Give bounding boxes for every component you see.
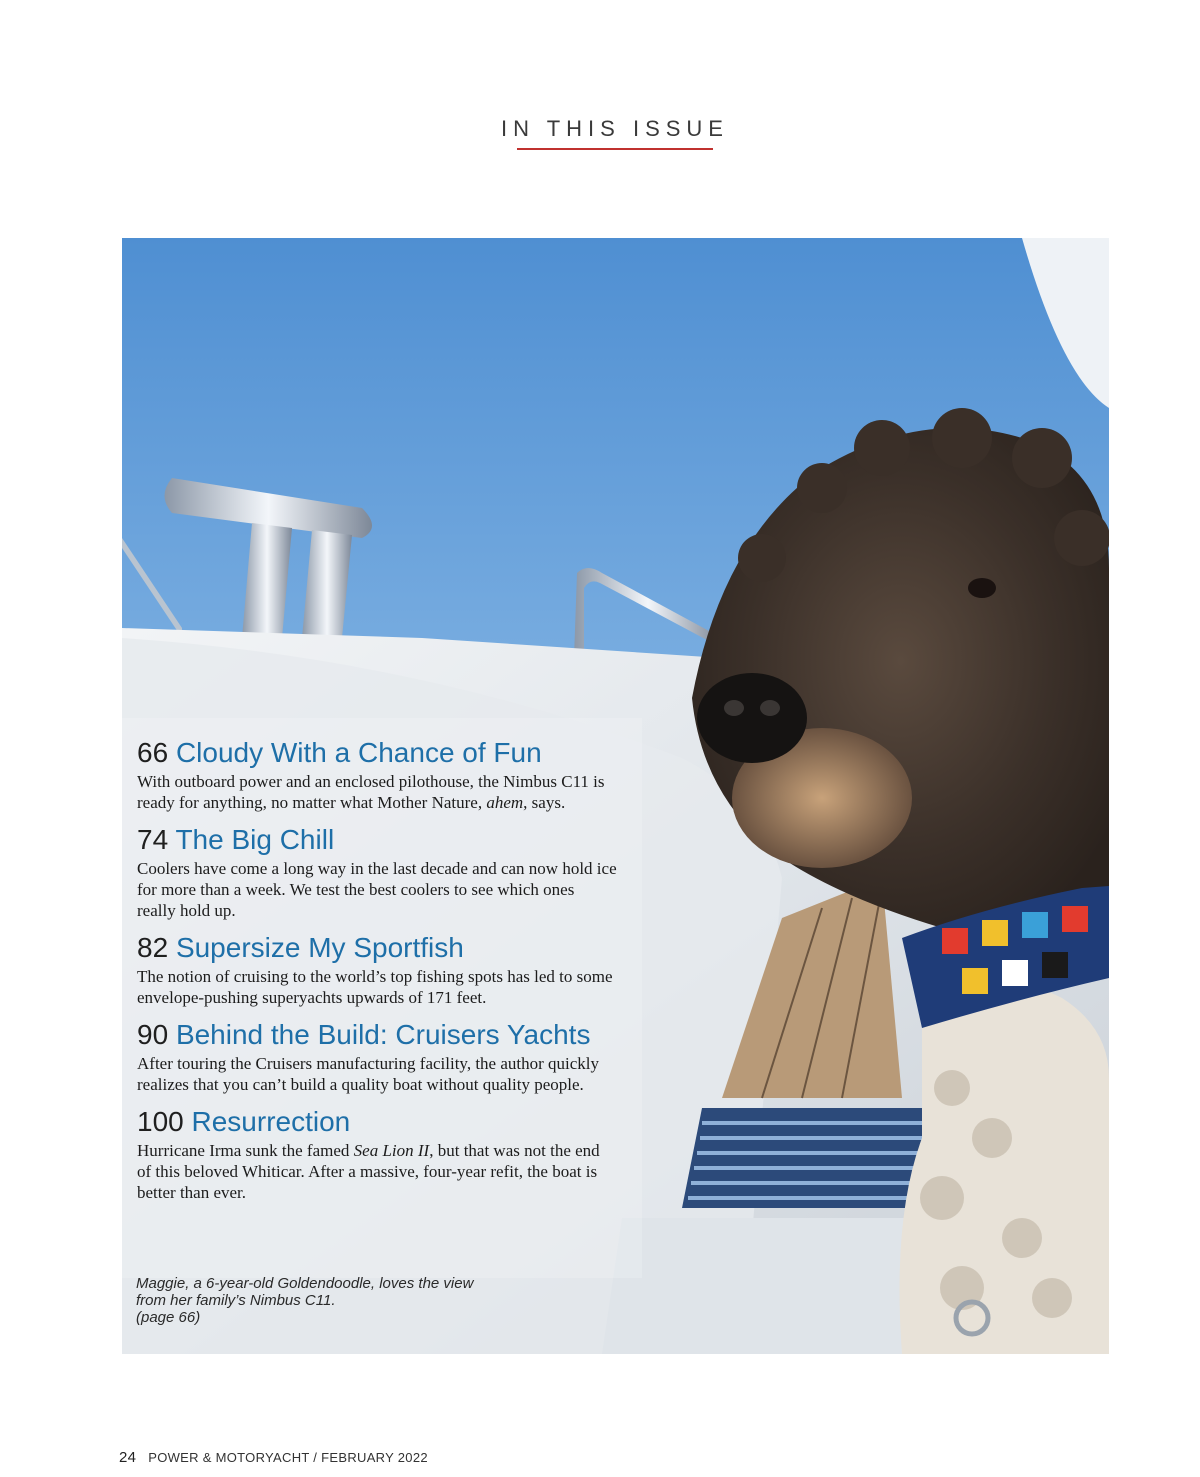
description-text: The notion of cruising to the world’s top fishing spots has led to some envelope-pushing superyachts upwards of 171 feet. [137, 967, 613, 1007]
description-text: , says. [523, 793, 566, 812]
description-italic: Sea Lion II [353, 1141, 430, 1160]
article-title[interactable]: Supersize My Sportfish [175, 932, 464, 963]
folio-page-number: 24 [119, 1449, 137, 1466]
section-title: IN THIS ISSUE [501, 116, 729, 141]
description-text: After touring the Cruisers manufacturing facility, the author quickly realizes that you can’t build a quality boat without quality people. [137, 1054, 600, 1094]
toc-entry-heading [137, 736, 617, 770]
article-title[interactable]: The Big Chill [175, 824, 335, 855]
toc-entry-82[interactable] [137, 931, 617, 1008]
toc-entry-90[interactable] [137, 1018, 617, 1095]
description-text: Hurricane Irma sunk the famed [137, 1141, 354, 1160]
header-underline [517, 148, 713, 150]
page-number: 74 [137, 824, 169, 855]
folio-publication: POWER & MOTORYACHT / FEBRUARY 2022 [148, 1450, 428, 1465]
page-number: 82 [137, 932, 169, 963]
toc-entry-100[interactable] [137, 1105, 617, 1203]
table-of-contents [137, 736, 617, 1213]
article-title[interactable]: Cloudy With a Chance of Fun [175, 737, 542, 768]
article-description [137, 771, 617, 813]
photo-caption [136, 1275, 536, 1326]
toc-entry-74[interactable] [137, 823, 617, 921]
caption-line: Maggie, a 6-year-old Goldendoodle, loves the view [136, 1275, 474, 1292]
description-italic: ahem [486, 793, 524, 812]
page-footer [119, 1449, 428, 1466]
description-text: With outboard power and an enclosed pilothouse, the Nimbus C11 is ready for anything, no matter what Mother Nature, [137, 772, 605, 812]
toc-entry-heading [137, 1105, 617, 1139]
toc-entry-heading [137, 1018, 617, 1052]
caption-line: from her family’s Nimbus C11. [136, 1292, 336, 1309]
page-number: 100 [137, 1106, 184, 1137]
article-description [137, 858, 617, 921]
description-text: , but that was not the end of this beloved Whiticar. After a massive, four-year refit, the boat is better than ever. [137, 1141, 600, 1202]
article-description [137, 966, 617, 1008]
description-text: Coolers have come a long way in the last decade and can now hold ice for more than a week. We test the best coolers to see which ones really hold up. [137, 859, 617, 920]
toc-entry-66[interactable] [137, 736, 617, 813]
page-number: 66 [137, 737, 169, 768]
article-title[interactable]: Resurrection [191, 1106, 351, 1137]
toc-entry-heading [137, 823, 617, 857]
article-description [137, 1140, 617, 1203]
article-title[interactable]: Behind the Build: Cruisers Yachts [175, 1019, 591, 1050]
toc-entry-heading [137, 931, 617, 965]
page-number: 90 [137, 1019, 169, 1050]
section-header [0, 116, 1200, 152]
caption-line: (page 66) [136, 1309, 201, 1326]
article-description [137, 1053, 617, 1095]
